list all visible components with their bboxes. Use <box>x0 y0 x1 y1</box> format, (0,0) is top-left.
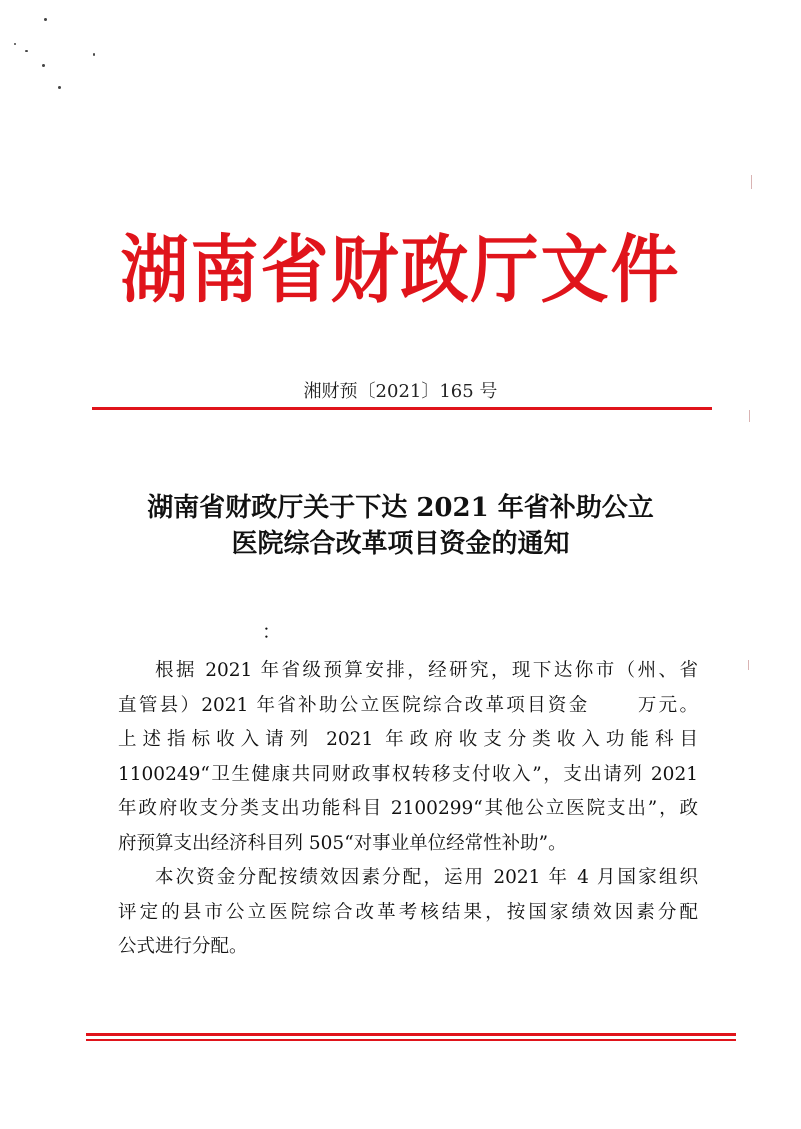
paragraph-1-line-2-end: 万元。 <box>635 694 698 716</box>
red-bottom-line-thin <box>86 1039 736 1041</box>
body-text <box>118 654 698 965</box>
scan-speck <box>42 64 45 67</box>
notice-title-line-2: 医院综合改革项目资金的通知 <box>231 529 570 559</box>
masthead-title: 湖南省财政厅文件 <box>120 227 681 314</box>
scan-speck <box>93 53 95 56</box>
paragraph-2-line-1: 本次资金分配按绩效因素分配，运用 2021 年 4 月国家组织 <box>155 867 698 888</box>
paragraph-1-line-1: 根据 2021 年省级预算安排，经研究，现下达你市（州、省 <box>155 660 698 681</box>
scan-speck <box>58 86 61 89</box>
red-separator-line <box>92 407 712 410</box>
paragraph-2-line-2: 评定的县市公立医院综合改革考核结果，按国家绩效因素分配 <box>118 901 698 923</box>
paragraph-1-line-2-start: 直管县）2021 年省补助公立医院综合改革项目资金 <box>118 694 590 716</box>
scan-speck <box>25 50 28 52</box>
paragraph-1-line-2 <box>118 689 698 724</box>
paragraph-1-line-6: 府预算支出经济科目列 505“对事业单位经常性补助”。 <box>118 832 567 854</box>
notice-title <box>0 490 801 562</box>
notice-title-line-1: 湖南省财政厅关于下达 2021 年省补助公立 <box>147 493 654 523</box>
scan-speck <box>44 18 47 21</box>
document-number: 湘财预〔2021〕165 号 <box>303 381 498 402</box>
paragraph-1-line-3: 上述指标收入请列 2021 年政府收支分类收入功能科目 <box>118 729 698 750</box>
paragraph-2-line-3: 公式进行分配。 <box>118 936 248 957</box>
paragraph-1-line-4: 1100249“卫生健康共同财政事权转移支付收入”，支出请列 2021 <box>118 763 698 785</box>
scan-edge-mark <box>751 175 752 189</box>
paragraph-1-line-5: 年政府收支分类支出功能科目 2100299“其他公立医院支出”，政 <box>118 798 698 819</box>
scan-edge-mark <box>748 660 749 670</box>
scan-edge-mark <box>749 410 750 422</box>
scan-speck <box>14 43 16 45</box>
red-bottom-line-thick <box>86 1033 736 1036</box>
recipient-line: ： <box>262 621 282 643</box>
